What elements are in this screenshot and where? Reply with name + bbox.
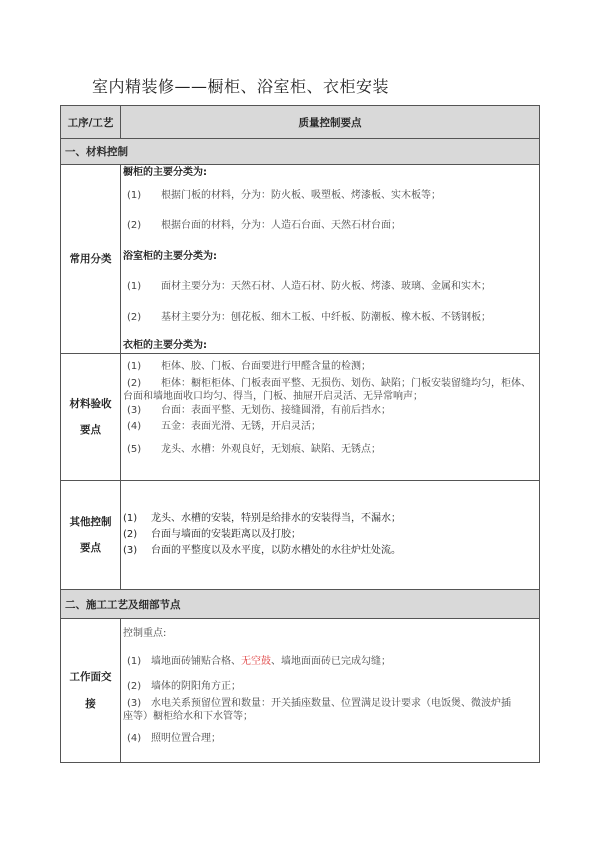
control-points-heading: 控制重点: [123,628,167,639]
list-item: (4) 照明位置合理； [127,732,221,744]
list-item: (2) 台面与墙面的安装距离以及打胶； [123,529,301,540]
list-item: (2) 墙体的阴阳角方正； [127,681,241,692]
table-row-other-control [61,481,540,590]
table-row-work-surface-handover [61,619,540,763]
row-label: 其他控制 要点 [61,481,121,590]
bath-heading: 浴室柜的主要分类为: [123,250,217,262]
list-item: (1) 根据门板的材料，分为：防火板、吸塑板、烤漆板、实木板等； [127,189,441,201]
list-item: (3) 台面的平整度以及水平度，以防水槽处的水往炉灶处流。 [123,545,401,556]
list-item: (3) 水电关系预留位置和数量：开关插座数量、位置满足设计要求（电饭煲、微波炉插 [127,697,511,709]
section-row-material-control [61,139,540,165]
row-content [121,481,540,590]
section-row-construction-process [61,590,540,619]
list-item: (1) 龙头、水槽的安装，特别是给排水的安装得当，不漏水； [123,513,401,524]
quality-control-table [60,105,540,763]
list-item: (1) 墙地面砖铺贴合格、无空鼓、墙地面面砖已完成勾缝； [127,655,391,667]
list-item-continued: 座等）橱柜给水和下水管等； [123,711,253,722]
document-title: 室内精装修——橱柜、浴室柜、衣柜安装 [92,77,390,96]
wardrobe-heading: 衣柜的主要分类为: [123,340,207,351]
table-row-material-acceptance [61,354,540,481]
row-label: 常用分类 [61,165,121,354]
row-content [121,619,540,763]
list-item: (3) 台面：表面平整、无划伤、接缝圆滑，有前后挡水； [127,404,391,416]
list-item-continued: 台面和墙地面收口均匀、得当，门板、抽屉开启灵活、无异常响声； [123,391,423,402]
section-title: 二、施工工艺及细部节点 [61,590,540,619]
row-label: 工作面交 接 [61,619,121,763]
row-content [121,165,540,354]
header-quality-points: 质量控制要点 [121,106,540,139]
list-item: (5) 龙头、水槽：外观良好，无划痕、缺陷、无锈点； [127,443,381,455]
highlight-text: 无空鼓 [241,655,271,667]
list-item: (1) 面材主要分为：天然石材、人造石材、防火板、烤漆、玻璃、金属和实木； [127,281,491,292]
table-header-row [61,106,540,139]
header-process: 工序/工艺 [61,106,121,139]
section-title: 一、材料控制 [61,139,540,165]
list-item: (2) 柜体：橱柜柜体、门板表面平整、无损伤、划伤、缺陷；门板安装留缝均匀，柜体、 [127,377,531,389]
table-row-common-classification [61,165,540,354]
list-item: (4) 五金：表面光滑、无锈，开启灵活； [127,421,321,432]
list-item: (2) 基材主要分为：刨花板、细木工板、中纤板、防潮板、橡木板、不锈钢板； [127,311,491,323]
kitchen-heading: 橱柜的主要分类为: [123,167,207,178]
row-content [121,354,540,481]
list-item: (2) 根据台面的材料，分为：人造石台面、天然石材台面； [127,220,401,231]
list-item: (1) 柜体、胶、门板、台面要进行甲醛含量的检测； [127,361,371,372]
row-label: 材料验收 要点 [61,354,121,481]
